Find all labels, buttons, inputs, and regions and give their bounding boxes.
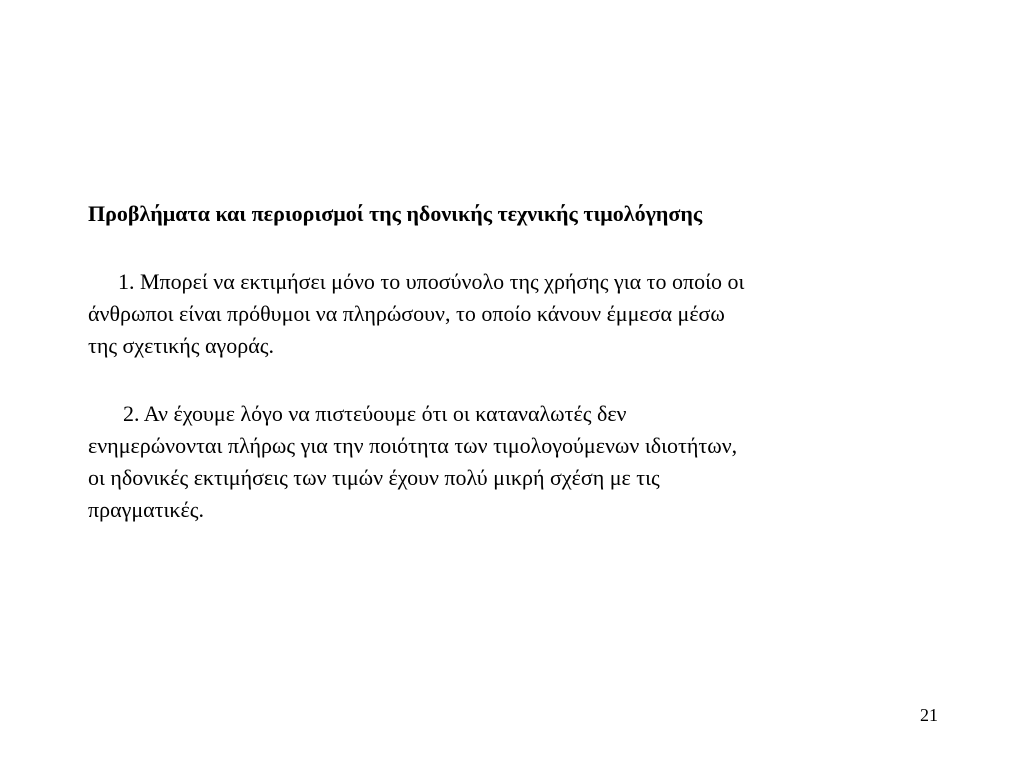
paragraph-2-line-2: ενημερώνονται πλήρως για την ποιότητα των τιμολογούμενων ιδιοτήτων, bbox=[88, 433, 738, 458]
paragraph-1-line-3: της σχετικής αγοράς. bbox=[88, 333, 274, 358]
paragraph-2-line-3: οι ηδονικές εκτιμήσεις των τιμών έχουν πολύ μικρή σχέση με τις bbox=[88, 465, 660, 490]
slide-title: Προβλήματα και περιορισμοί της ηδονικής τεχνικής τιμολόγησης bbox=[88, 201, 703, 226]
page-number: 21 bbox=[920, 705, 938, 725]
paragraph-2-line-1: 2. Αν έχουμε λόγο να πιστεύουμε ότι οι καταναλωτές δεν bbox=[123, 401, 627, 426]
slide-content bbox=[88, 197, 938, 526]
paragraph-1-line-2: άνθρωποι είναι πρόθυμοι να πληρώσουν, το οποίο κάνουν έμμεσα μέσω bbox=[88, 301, 725, 326]
paragraph-1 bbox=[88, 266, 938, 362]
paragraph-2-line-4: πραγματικές. bbox=[88, 497, 204, 522]
paragraph-2 bbox=[88, 398, 938, 526]
paragraph-1-line-1: 1. Μπορεί να εκτιμήσει μόνο το υποσύνολο της χρήσης για το οποίο οι bbox=[118, 269, 745, 294]
